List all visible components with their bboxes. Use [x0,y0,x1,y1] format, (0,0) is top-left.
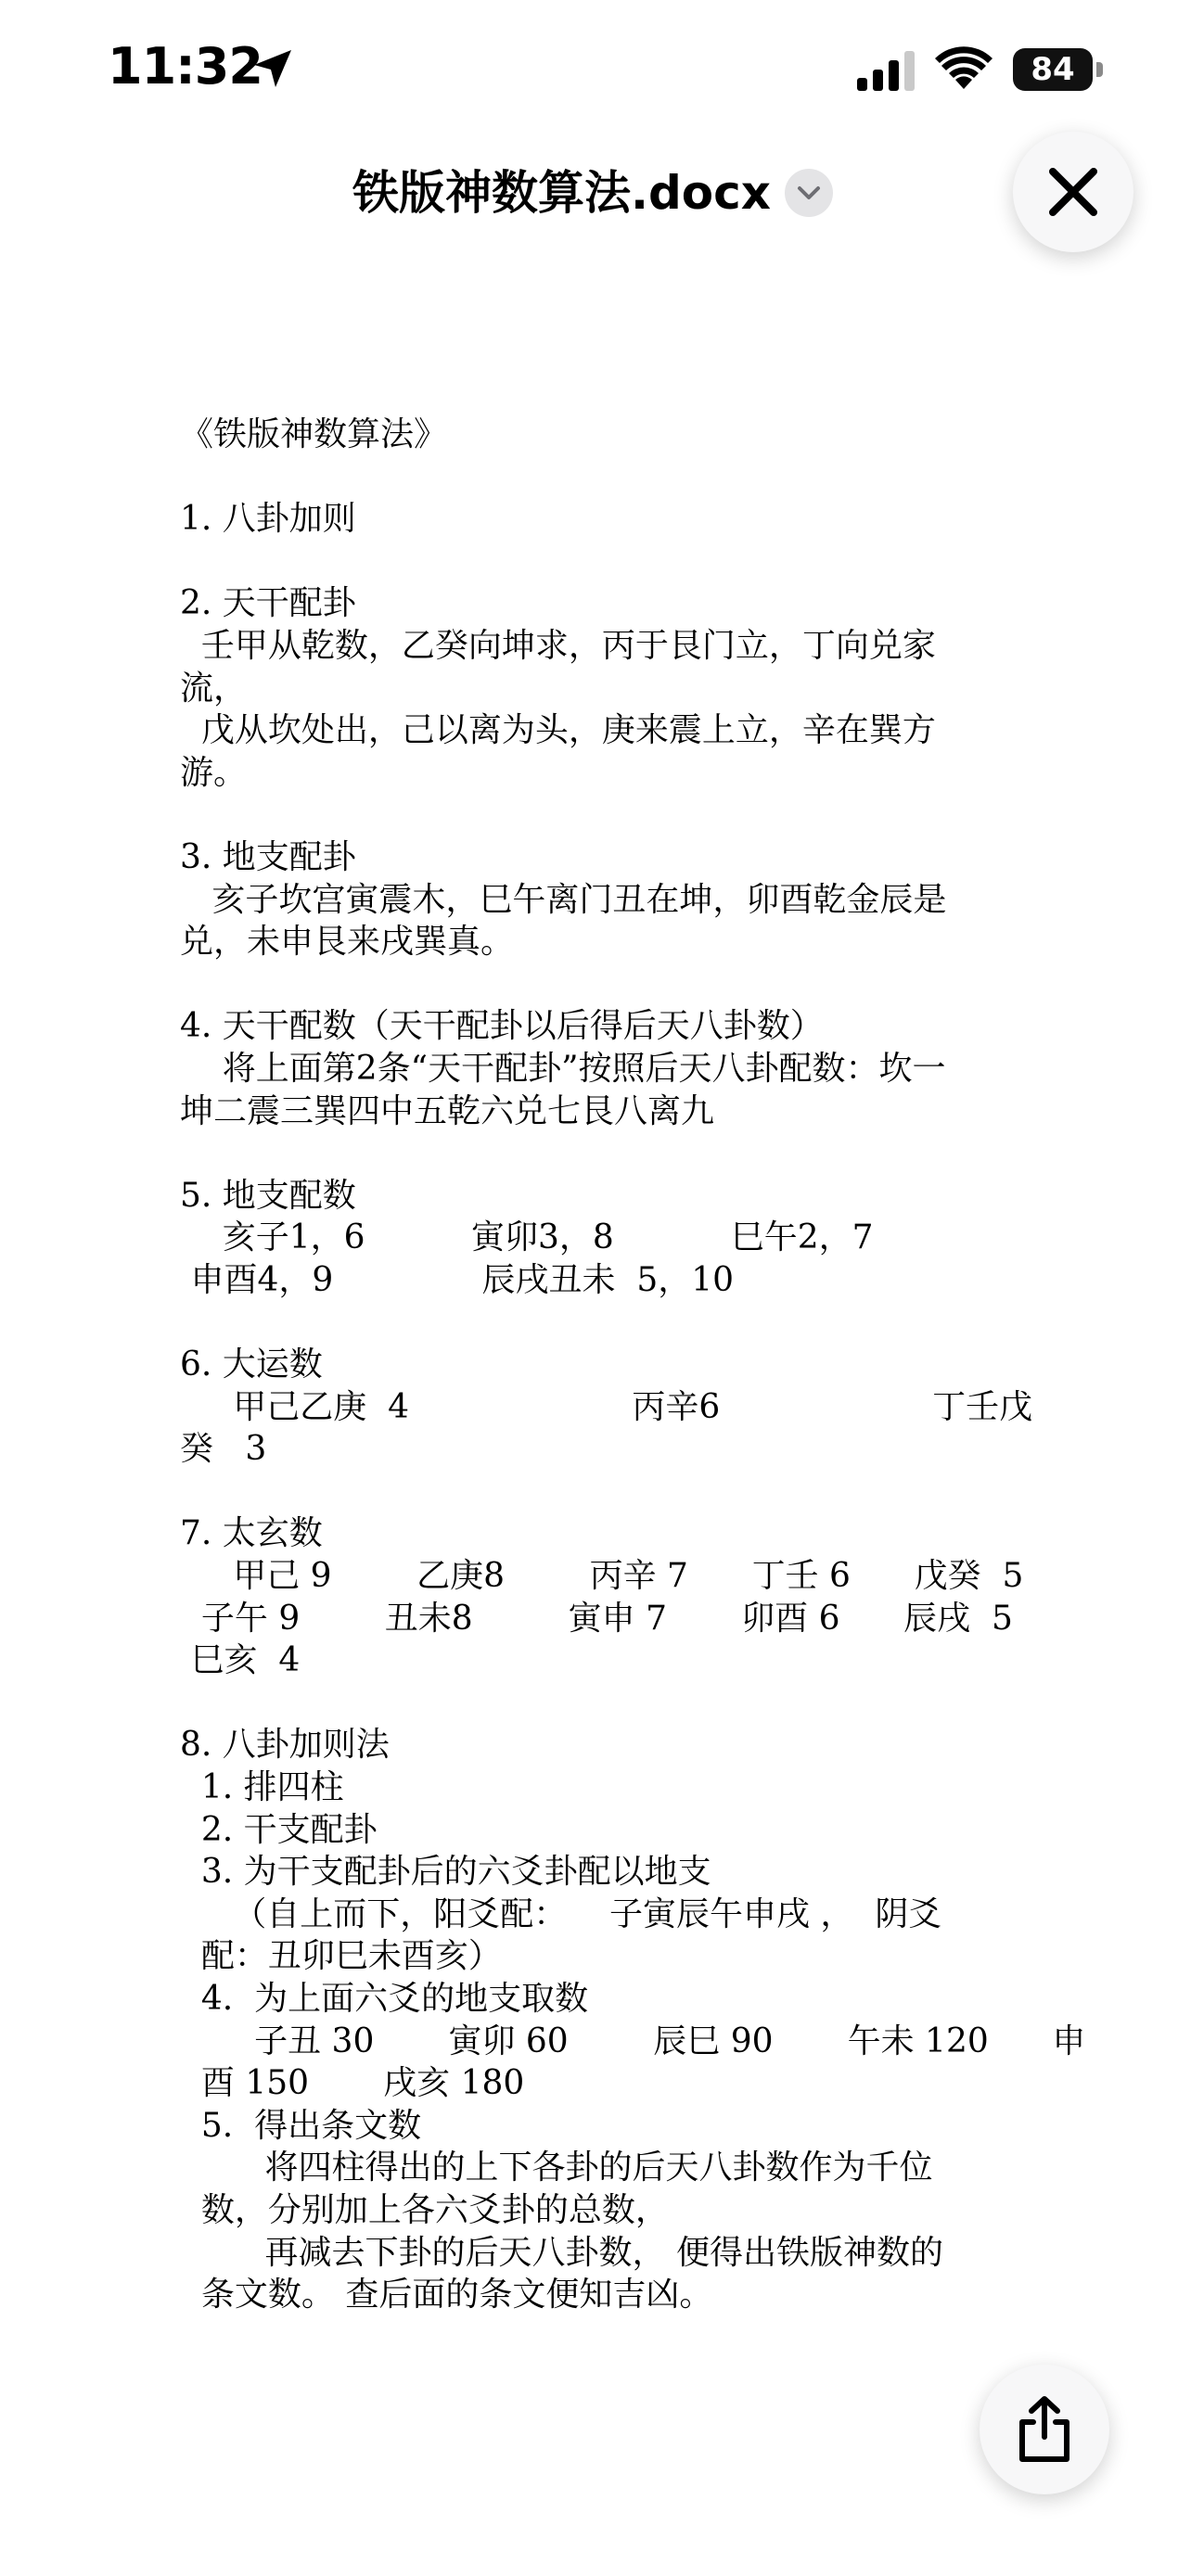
document-line: 壬甲从乾数，乙癸向坤求，丙于艮门立，丁向兑家 [180,626,936,665]
document-line: 3. 为干支配卦后的六爻卦配以地支 [180,1853,711,1892]
document-line: 戊从坎处出，己以离为头，庚来震上立，辛在巽方 [180,711,936,750]
document-line: 巳亥 4 [180,1641,301,1680]
document-line: 兑，未申艮来戌巽真。 [180,923,515,962]
blank-line [180,1132,1015,1175]
document-line: 甲己 9 乙庚8 丙辛 7 丁壬 6 戊癸 5 [180,1557,1024,1596]
blank-line [180,1682,1015,1725]
status-time: 11:32 [108,37,263,96]
location-arrow-icon [249,45,297,93]
document-line: 5. 得出条文数 [180,2106,422,2145]
document-line: 1. 排四柱 [180,1768,344,1806]
document-line: 游。 [180,753,248,792]
status-bar [0,0,1191,139]
battery-icon [1013,48,1104,91]
close-icon [1047,166,1099,218]
document-title[interactable]: 铁版神数算法.docx [352,166,772,220]
document-line: 配：丑卯巳未酉亥） [180,1937,502,1976]
document-line: 8. 八卦加则法 [180,1726,390,1765]
document-line: 7. 太玄数 [180,1514,323,1553]
document-line: 申酉4，9 辰戌丑未 5，10 [180,1260,735,1299]
battery-tip [1096,62,1103,77]
share-icon [1015,2396,1074,2463]
wifi-icon [935,46,992,91]
document-line: （自上而下，阳爻配： 子寅辰午申戌 ， 阴爻 [180,1894,942,1933]
document-line: 4. 为上面六爻的地支取数 [180,1979,589,2018]
blank-line [180,1471,1015,1513]
document-line: 4. 天干配数（天干配卦以后得后天八卦数） [180,1007,824,1046]
blank-line [180,541,1015,583]
document-line: 6. 大运数 [180,1345,323,1384]
document-line: 5. 地支配数 [180,1176,356,1215]
document-line: 将上面第2条“天干配卦”按照后天八卦配数：坎一 [180,1049,946,1088]
document-line: 条文数。 查后面的条文便知吉凶。 [180,2276,713,2315]
close-button[interactable] [1013,132,1133,252]
blank-line [180,456,1015,499]
share-button[interactable] [980,2365,1109,2494]
document-line: 酉 150 戌亥 180 [180,2064,525,2103]
document-line: 亥子1，6 寅卯3，8 巳午2，7 [180,1218,874,1257]
document-line: 数，分别加上各六爻卦的总数， [180,2190,669,2229]
document-line: 1. 八卦加则 [180,500,356,539]
cellular-signal-icon [855,50,920,91]
battery-level: 84 [1013,48,1093,91]
document-line: 子丑 30 寅卯 60 辰巳 90 午未 120 申 [180,2021,1086,2060]
document-line: 癸 3 [180,1430,267,1469]
document-line: 再减去下卦的后天八卦数， 便得出铁版神数的 [180,2233,943,2272]
blank-line [180,1301,1015,1344]
document-line: 子午 9 丑未8 寅申 7 卯酉 6 辰戌 5 [180,1599,1013,1638]
document-body [180,414,1086,2316]
document-line: 流， [180,669,248,708]
blank-line [180,794,1015,836]
document-line: 将四柱得出的上下各卦的后天八卦数作为千位 [180,2149,933,2187]
document-line: 坤二震三巽四中五乾六兑七艮八离九 [180,1091,715,1130]
document-line: 2. 干支配卦 [180,1810,378,1849]
document-line: 2. 天干配卦 [180,584,356,623]
blank-line [180,963,1015,1006]
chevron-down-icon[interactable] [785,169,833,217]
document-line: 甲己乙庚 4 丙辛6 丁壬戊 [180,1387,1033,1426]
document-line: 《铁版神数算法》 [180,415,448,453]
document-line: 亥子坎宫寅震木，巳午离门丑在坤，卯酉乾金辰是 [180,880,947,919]
document-line: 3. 地支配卦 [180,837,356,876]
